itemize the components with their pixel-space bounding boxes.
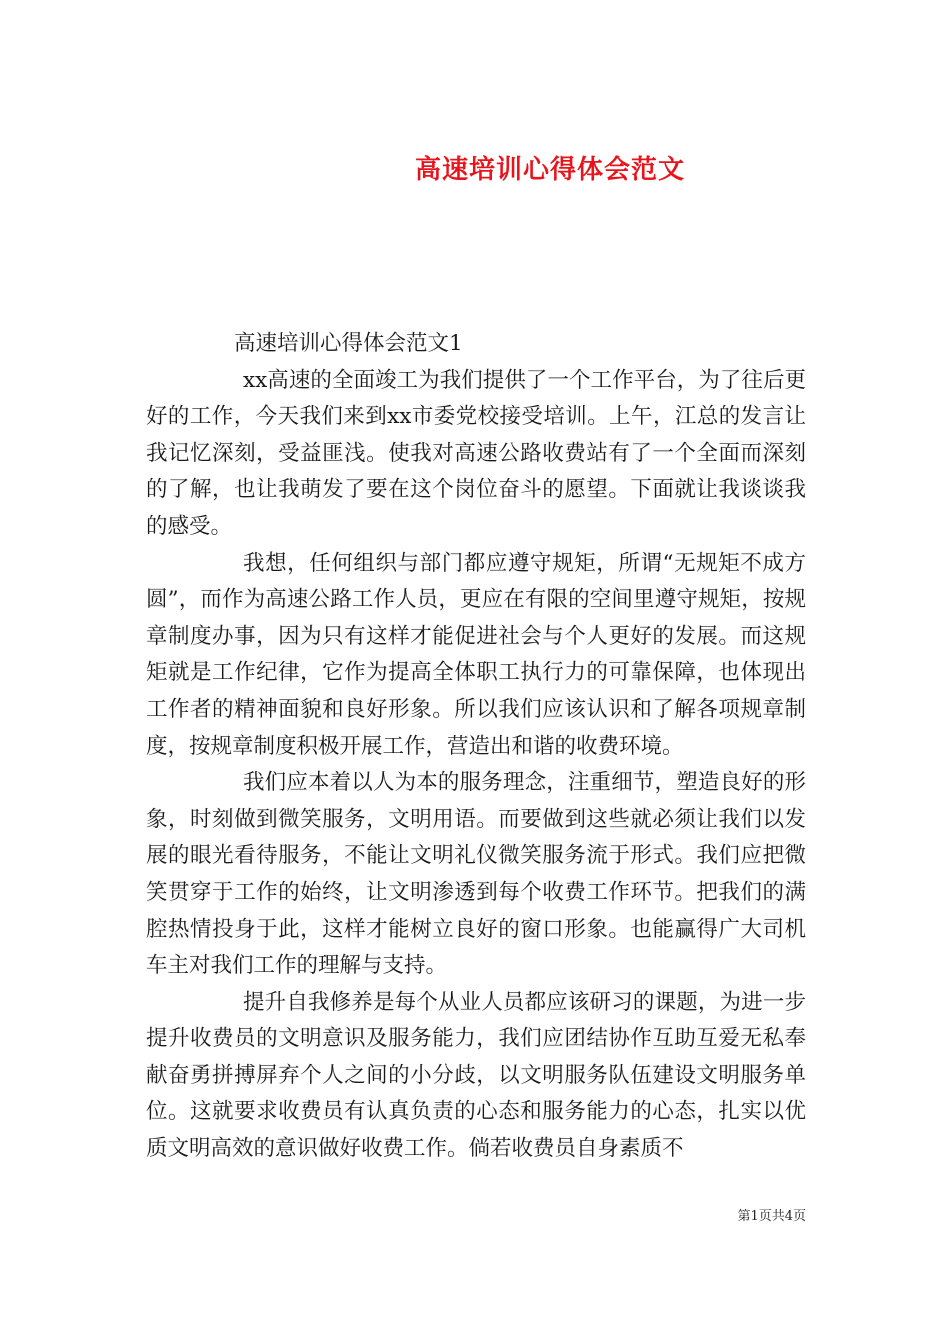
page-number-footer: 第1页共4页 [737,1209,806,1224]
paragraph-4: 提升自我修养是每个从业人员都应该研习的课题，为进一步提升收费员的文明意识及服务能力，我们应团结协作互助互爱无私奉献奋勇拼搏屏弃个人之间的小分歧，以文明服务队伍建设文明服务单位。这就要求收费员有认真负责的心态和服务能力的心态，扎实以优质文明高效的意识做好收费工作。倘若收费员自身素质不 [146,989,806,1162]
paragraph-2: 我想，任何组织与部门都应遵守规矩，所谓“无规矩不成方圆”，而作为高速公路工作人员，更应在有限的空间里遵守规矩，按规章制度办事，因为只有这样才能促进社会与个人更好的发展。而这规矩就是工作纪律，它作为提高全体职工执行力的可靠保障，也体现出工作者的精神面貌和良好形象。所以我们应该认识和了解各项规章制度，按规章制度积极开展工作，营造出和谐的收费环境。 [146,550,806,759]
section-heading: 高速培训心得体会范文1 [234,331,463,356]
paragraph-3: 我们应本着以人为本的服务理念，注重细节，塑造良好的形象，时刻做到微笑服务，文明用语。而要做到这些就必须让我们以发展的眼光看待服务，不能让文明礼仪微笑服务流于形式。我们应把微笑贯穿于工作的始终，让文明渗透到每个收费工作环节。把我们的满腔热情投身于此，这样才能树立良好的窗口形象。也能赢得广大司机车主对我们工作的理解与支持。 [146,770,806,979]
document-title: 高速培训心得体会范文 [414,155,685,186]
paragraph-1: xx高速的全面竣工为我们提供了一个工作平台，为了往后更好的工作，今天我们来到xx市委党校接受培训。上午，江总的发言让我记忆深刻，受益匪浅。使我对高速公路收费站有了一个全面而深刻的了解，也让我萌发了要在这个岗位奋斗的愿望。下面就让我谈谈我的感受。 [146,367,806,539]
document-body [146,326,806,1168]
